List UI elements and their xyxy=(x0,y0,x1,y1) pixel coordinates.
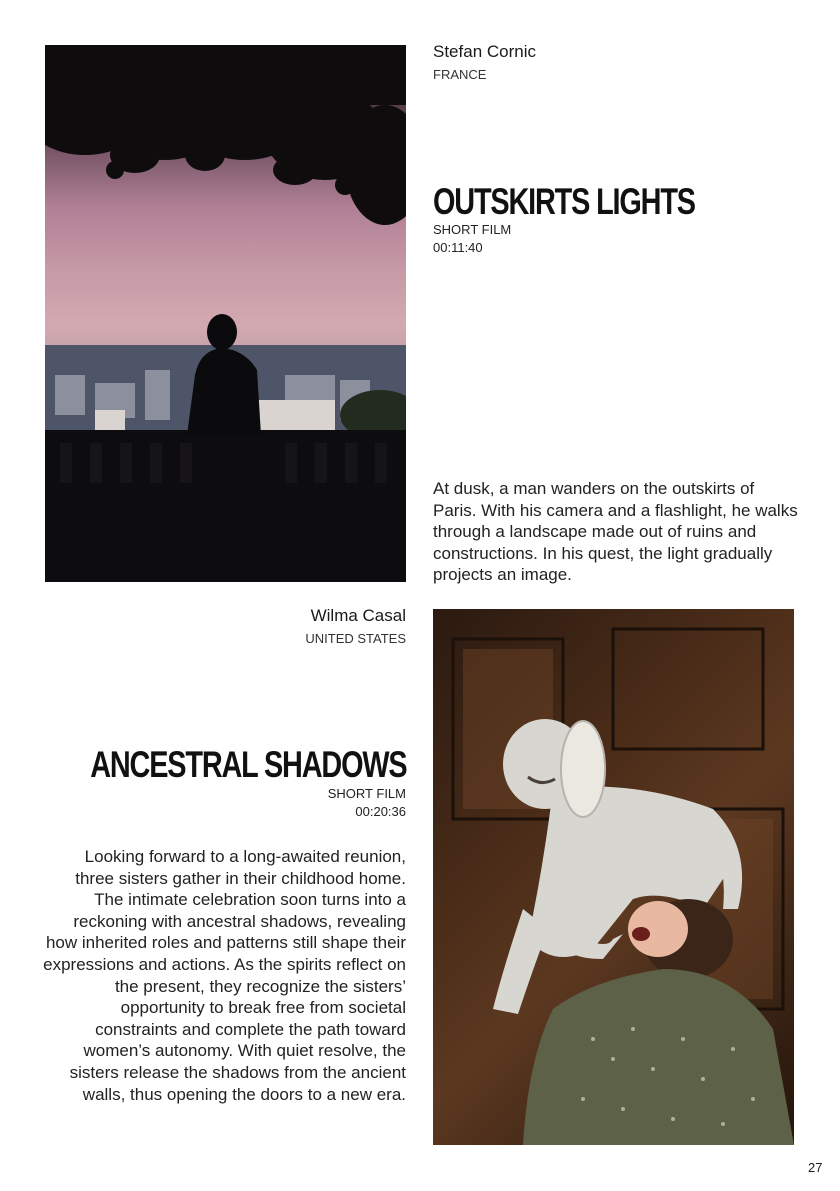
director-name: Stefan Cornic xyxy=(433,42,536,61)
dusk-silhouette-illustration xyxy=(45,45,406,582)
film-title: OUTSKIRTS LIGHTS xyxy=(433,181,695,222)
white-figure-and-woman-illustration xyxy=(433,609,794,1145)
film-title-wrap xyxy=(45,746,406,786)
film-still-outskirts-lights xyxy=(45,45,406,582)
director-country: FRANCE xyxy=(433,67,487,82)
director-country: UNITED STATES xyxy=(305,631,406,646)
film-duration: 00:20:36 xyxy=(355,804,406,819)
page-number: 27 xyxy=(808,1160,823,1175)
film-title: ANCESTRAL SHADOWS xyxy=(89,744,406,785)
film-synopsis: At dusk, a man wanders on the outskirts of Paris. With his camera and a flashlight, he walks through a landscape made out of ruins and constructions. In his quest, the light gradually projects an image. xyxy=(433,479,798,585)
film-type: SHORT FILM xyxy=(327,786,406,801)
film-still-ancestral-shadows xyxy=(433,609,794,1145)
director-name: Wilma Casal xyxy=(310,606,406,625)
film-type: SHORT FILM xyxy=(433,222,512,237)
film-synopsis: Looking forward to a long-awaited reunion, three sisters gather in their childhood home. The intimate celebration soon turns into a reckoning with ancestral shadows, revealing how inherited roles and patterns still shape their expressions and actions. As the spirits reflect on the present, they recognize the sisters’ opportunity to break free from societal constraints and complete the path toward women’s autonomy. With quiet resolve, the sisters release the shadows from the ancient walls, thus opening the doors to a new era. xyxy=(43,847,406,1104)
film-duration: 00:11:40 xyxy=(433,240,483,255)
